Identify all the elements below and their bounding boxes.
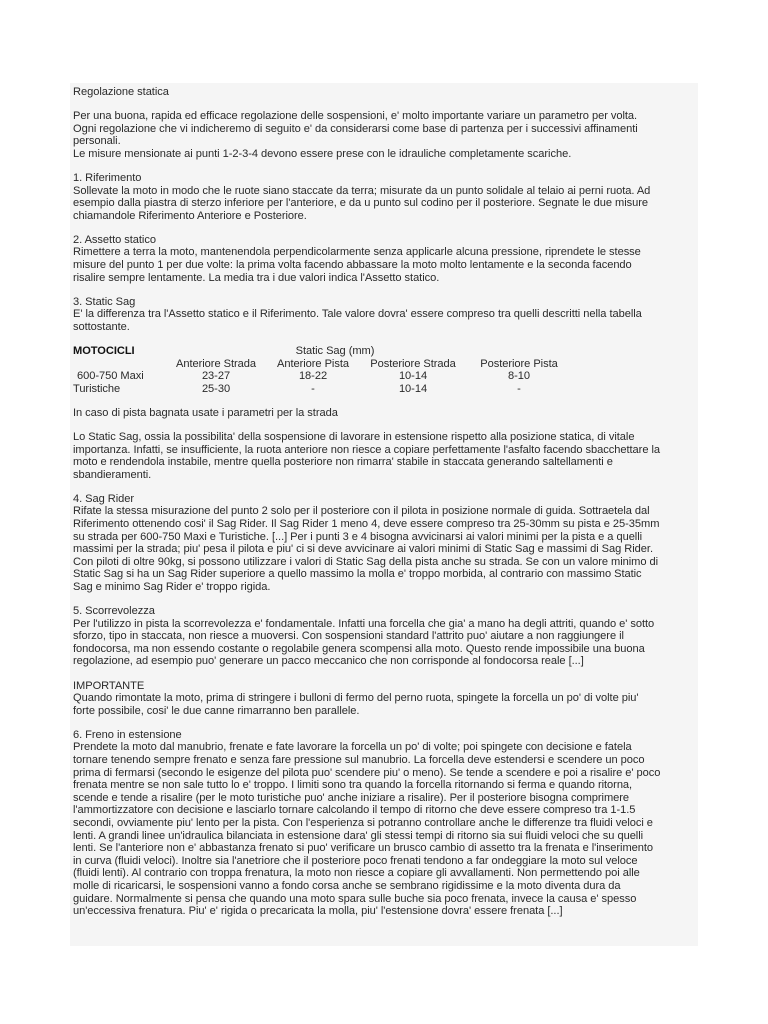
section-sag-rider [73,493,694,594]
text-line: esempio dalla piastra di sterzo inferiore per l'anteriore, e da u punto sul codino per il posteriore. Segnate le due misure [73,197,649,210]
text-line: su strada per 600-750 Maxi e Turistiche. [...] Per i punti 3 e 4 bisogna avvicinarsi ai valori minimi per la pista e a quelli [73,530,643,543]
column-header: Posteriore Strada [370,357,456,370]
static-sag-table [73,345,573,395]
text-line: Static Sag si ha un Sag Rider superiore a quello massimo la molla e' troppo morbida, al contrario con massimo Static [73,568,642,581]
text-line: Per l'utilizzo in pista la scorrevolezza e' fondamentale. Infatti una forcella che gia' a mano ha degli attriti, quando e' sotto [73,617,655,630]
document-page [70,83,698,946]
table-cell: 10-14 [398,382,428,395]
page-title: Regolazione statica [73,86,169,98]
text-line: E' la differenza tra l'Assetto statico e il Riferimento. Tale valore dovra' essere compreso tra quelli descritti nella tabella [73,308,642,321]
section-static-sag [73,296,694,334]
column-header: Posteriore Pista [480,357,558,370]
table-cell: - [311,382,315,395]
table-row [73,370,573,383]
text-line: misure del punto 1 per due volte: la prima volta facendo abbassare la moto molto lentamente e la seconda facendo [73,259,632,272]
table-header-row [73,345,573,358]
text-line: Con piloti di oltre 90kg, si possono utilizzare i valori di Static Sag della pista anche su strada. Se con un valore minimo di [73,555,659,568]
text-line: chiamandole Riferimento Anteriore e Posteriore. [73,209,307,222]
table-cell: 10-14 [398,370,428,383]
section-scorrevolezza [73,605,694,668]
text-line: Lo Static Sag, ossia la possibilita' della sospensione di lavorare in estensione rispetto alla posizione statica, di vitale [73,430,635,443]
section-heading: IMPORTANTE [73,679,145,692]
text-line: massimi per la strada; piu' pesa il pilota e piu' ci si deve avvicinare ai valori minimi di Static Sag e massimi di Sag Rider. [73,543,653,556]
text-line: guidare. Normalmente si pensa che quando una moto spara sulle buche sia poco frenata, invece la causa e' spesso [73,892,637,905]
section-heading: 2. Assetto statico [73,233,156,246]
text-line: lenti. A grandi linee un'idraulica bilanciata in estensione dara' gli stessi tempi di ritorno sia sui fluidi veloci che su quelli [73,829,644,842]
section-importante [73,680,694,718]
text-line: Rifate la stessa misurazione del punto 2 solo per il posteriore con il pilota in posizione normale di guida. Sottraetela dal [73,505,650,518]
text-line: forte possibile, cosi' le due canne rimarranno ben parallele. [73,704,360,717]
text-line: fondocorsa, ma non essendo costante o regolabile genera scompensi alla moto. Questo rende impossibile una buona [73,642,645,655]
text-line: Quando rimontate la moto, prima di stringere i bulloni di fermo del perno ruota, spingete la forcella un po' di volte piu' [73,692,639,705]
text-line: risalire sempre lentamente. La media tra i due valori indica l'Assetto statico. [73,271,440,284]
text-line: Per una buona, rapida ed efficace regolazione delle sospensioni, e' molto importante variare un parametro per volta. [73,110,638,123]
text-line: importanza. Infatti, se insufficiente, la ruota anteriore non riesce a copiare perfettamente l'asfalto facendo sbacchettare la [73,443,661,456]
section-assetto-statico [73,234,694,284]
table-cell: - [517,382,521,395]
table-cell: 18-22 [298,370,328,383]
section-freno-estensione [73,729,694,918]
text-line: personali. [73,135,121,148]
row-name: 600-750 Maxi [77,370,144,383]
column-header: Anteriore Pista [276,357,349,370]
text-line: lenti. Se l'anteriore non e' abbastanza frenato si puo' verificare un brusco cambio di assetto tra la frenata e l'inserimento [73,842,654,855]
text-line: scende e tende a risalire (per le moto turistiche puo' anche iniziare a risalire). Per il posteriore bisogna comprimere [73,791,630,804]
text-line: Ogni regolazione che vi indicheremo di seguito e' da considerarsi come base di partenza per i successivi affinamenti [73,122,638,135]
text-line: prima di fermarsi (secondo le esigenze del pilota puo' scendere piu' o meno). Se tende a scendere e poi a risalire e' poco [73,766,661,779]
column-header: Anteriore Strada [176,357,256,370]
text-line: sottostante. [73,320,130,333]
text-line: in curva (fluidi veloci). Inoltre sia l'anetriore che il posteriore poco frenati tendono a far ondeggiare la moto sul veloce [73,854,638,867]
text-line: sforzo, tipo in staccata, non riesce a muoversi. Con sospensioni standard l'attrito puo' aiutare a non raggiungere il [73,630,624,643]
text-line: moto e rendendola instabile, mentre quella posteriore non rimarra' stabile in staccata generando saltellamenti e [73,456,613,469]
static-sag-paragraph [73,431,694,481]
text-line: l'ammortizzatore con decisione e lasciarlo tornare calcolando il tempo di ritorno che deve essere compreso tra 1-1.5 [73,804,636,817]
text-line: frenata mentre se non sale tutto lo e' troppo. I limiti sono tra quando la forcella ritornando si ferma e quando ritorna, [73,779,633,792]
text-line: molle di ricaricarsi, le sospensioni vanno a fondo corsa anche se sembrano rigidissime e la moto diventa dura da [73,879,621,892]
group-header: Static Sag (mm) [295,345,375,357]
text-line: regolazione, ad esempio puo' generare un pacco meccanico che non corrisponde al fondocorsa reale [...] [73,655,584,668]
section-heading: 1. Riferimento [73,171,142,184]
text-line: Le misure mensionate ai punti 1-2-3-4 devono essere prese con le idrauliche completamente scariche. [73,147,572,160]
wet-track-note: In caso di pista bagnata usate i parametri per la strada [73,406,338,419]
text-line: Sollevate la moto in modo che le ruote siano staccate da terra; misurate da un punto solidale al telaio ai perni ruota. Ad [73,184,651,197]
row-name: Turistiche [73,382,121,395]
text-line: Sag e minimo Sag Rider e' troppo rigida. [73,581,271,593]
table-cell: 25-30 [201,382,231,395]
table-cell: 23-27 [201,370,231,383]
row-label-header: MOTOCICLI [73,345,135,357]
text-line: un'eccessiva frenatura. Piu' e' rigida o precaricata la molla, piu' l'estensione dovra' essere frenata [...] [73,905,563,918]
text-line: secondi, ovviamente piu' lento per la pista. Con l'esperienza si potranno controllare anche le differenze tra fluidi veloci e [73,817,653,829]
section-heading: 4. Sag Rider [73,492,135,505]
intro-paragraph [73,110,694,160]
text-line: Rimettere a terra la moto, mantenendola perpendicolarmente senza applicarle alcuna pressione, riprendete le stesse [73,246,641,259]
table-cell: 8-10 [507,370,530,383]
section-heading: 5. Scorrevolezza [73,605,155,618]
text-line: Prendete la moto dal manubrio, frenate e fate lavorare la forcella un po' di volte; poi spingete con decisione e fatela [73,741,632,754]
text-line: (fluidi lenti). Al contrario con troppa frenatura, la moto non riesce a copiare gli avvallamenti. Non permettendo poi alle [73,867,640,880]
table-column-row [73,358,573,371]
section-riferimento [73,172,694,222]
table-row [73,383,573,396]
text-line: tornare tenendo sempre frenato e senza fare pressione sul manubrio. La forcella deve estendersi e scendere un poco [73,754,645,767]
section-heading: 6. Freno in estensione [73,728,182,741]
text-line: sbandieramenti. [73,468,152,481]
section-heading: 3. Static Sag [73,295,136,308]
text-line: Riferimento ottenendo cosi' il Sag Rider. Il Sag Rider 1 meno 4, deve essere compreso tra 25-30mm su pista e 25-35mm [73,518,660,531]
